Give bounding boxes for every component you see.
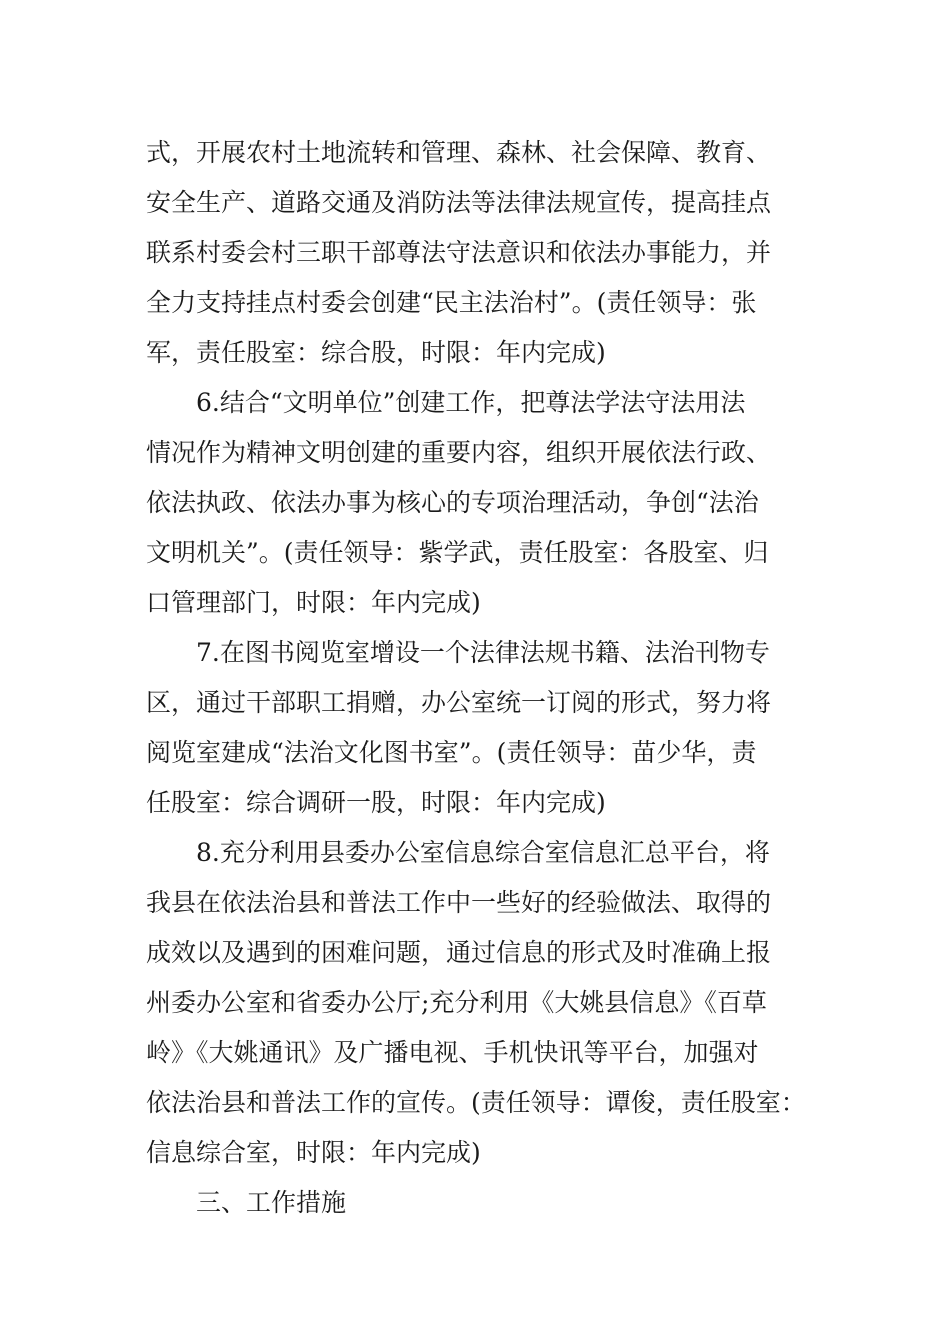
text-line: 区，通过干部职工捐赠，办公室统一订阅的形式，努力将 [146, 688, 772, 717]
text-line: 全力支持挂点村委会创建“民主法治村”。(责任领导：张 [146, 288, 757, 317]
text-line: 阅览室建成“法治文化图书室”。(责任领导：苗少华，责 [146, 738, 757, 767]
text-line: 我县在依法治县和普法工作中一些好的经验做法、取得的 [146, 888, 772, 917]
text-line: 联系村委会村三职干部尊法守法意识和依法办事能力，并 [146, 238, 772, 267]
paragraph-8-start: 8.充分利用县委办公室信息综合室信息汇总平台，将 [196, 838, 770, 867]
text-line: 成效以及遇到的困难问题，通过信息的形式及时准确上报 [146, 938, 772, 967]
paragraph-6-start: 6.结合“文明单位”创建工作，把尊法学法守法用法 [196, 388, 746, 417]
paragraph-7-start: 7.在图书阅览室增设一个法律法规书籍、法治刊物专 [196, 638, 770, 667]
text-line: 军，责任股室：综合股，时限：年内完成) [146, 338, 606, 367]
text-line: 任股室：综合调研一股，时限：年内完成) [146, 788, 606, 817]
text-line: 安全生产、道路交通及消防法等法律法规宣传，提高挂点 [146, 188, 772, 217]
text-line: 情况作为精神文明创建的重要内容，组织开展依法行政、 [146, 438, 772, 467]
text-line: 信息综合室，时限：年内完成) [146, 1138, 481, 1167]
text-line: 依法执政、依法办事为核心的专项治理活动，争创“法治 [146, 488, 759, 517]
text-line: 岭》《大姚通讯》及广播电视、手机快讯等平台，加强对 [146, 1038, 759, 1067]
text-line: 州委办公室和省委办公厅;充分利用《大姚县信息》《百草 [146, 988, 767, 1017]
section-heading: 三、工作措施 [196, 1188, 347, 1217]
text-line: 口管理部门，时限：年内完成) [146, 588, 481, 617]
text-line: 文明机关”。(责任领导：紫学武，责任股室：各股室、归 [146, 538, 769, 567]
text-line: 依法治县和普法工作的宣传。(责任领导：谭俊，责任股室： [146, 1088, 806, 1117]
text-line: 式，开展农村土地流转和管理、森林、社会保障、教育、 [146, 138, 772, 167]
